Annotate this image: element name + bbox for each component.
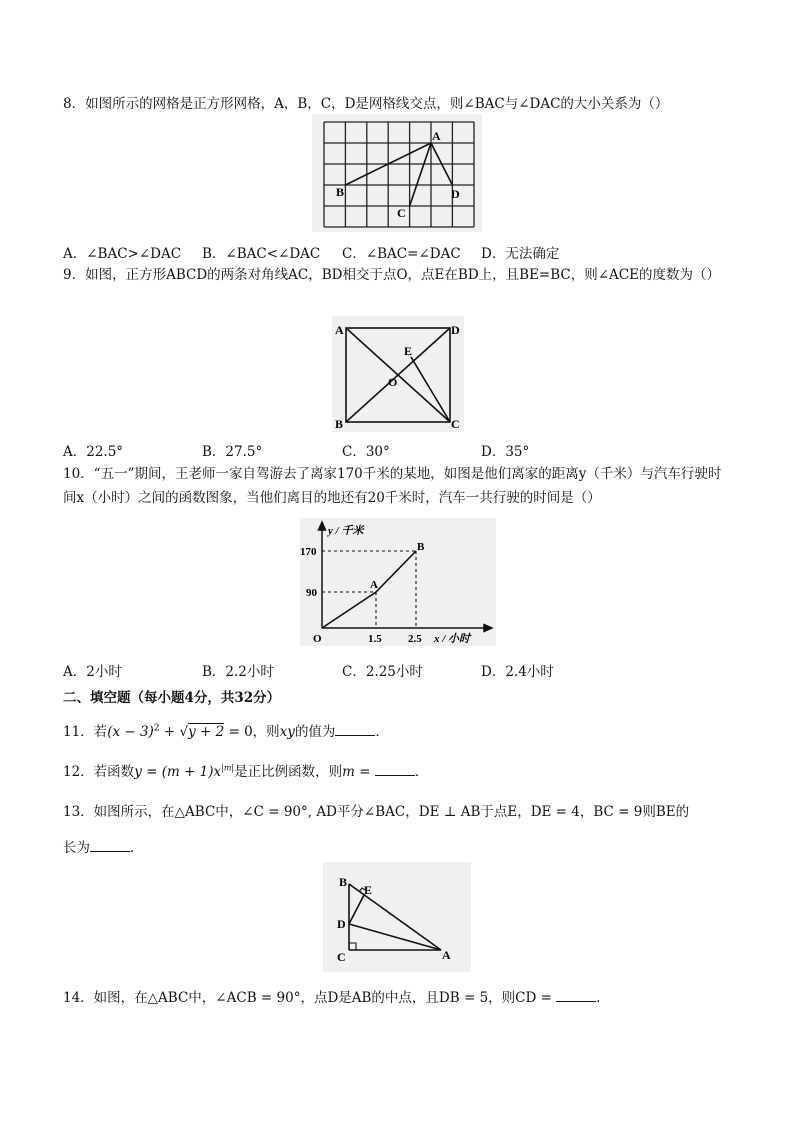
- q13-line2: [63, 836, 144, 856]
- q9-option-b: B．27.5°: [202, 444, 263, 460]
- q13-line2-prefix: 长为: [63, 840, 90, 856]
- q11-sqrt-sign: √: [179, 724, 189, 740]
- q13-line1: 13．如图所示，在△ABC中，∠C = 90°, AD平分∠BAC，DE ⊥ AB于点E，DE = 4，BC = 9则BE的: [63, 804, 690, 820]
- q11: [63, 720, 389, 740]
- q9-label-b: B: [335, 417, 344, 431]
- q10-point-b-label: B: [417, 541, 425, 553]
- q13-triangle-figure: [323, 862, 471, 972]
- q14-answer-blank[interactable]: [556, 989, 596, 1002]
- q13-label-c: C: [337, 950, 346, 964]
- q11-answer-blank[interactable]: [335, 723, 375, 736]
- q8-label-c: C: [397, 206, 406, 220]
- q10-y-axis-label: y / 千米: [328, 525, 364, 537]
- q10-y-tick-170: 170: [300, 546, 317, 558]
- q10-option-b: B．2.2小时: [202, 664, 274, 680]
- q8-grid-figure: [312, 114, 482, 232]
- q12: [63, 760, 428, 780]
- q11-square: 2: [153, 723, 160, 734]
- q11-end: ．: [375, 724, 389, 740]
- q12-end: ．: [414, 764, 429, 780]
- q11-suffix: 的值为: [294, 724, 336, 740]
- q8-label-a: A: [432, 129, 441, 143]
- q12-answer-blank[interactable]: [375, 763, 415, 776]
- q9-label-e: E: [404, 344, 413, 358]
- q13-label-d: D: [337, 917, 346, 931]
- q8-option-c: C．∠BAC=∠DAC: [342, 246, 461, 262]
- q8-label-b: B: [336, 185, 345, 199]
- q10-y-tick-90: 90: [306, 587, 317, 599]
- q9-option-a: A．22.5°: [63, 444, 124, 460]
- q10-origin-label: O: [313, 633, 322, 645]
- q9-option-c: C．30°: [342, 444, 390, 460]
- q11-prefix: 11．若: [63, 724, 108, 740]
- q13-label-b: B: [339, 875, 348, 889]
- q8-label-d: D: [451, 187, 460, 201]
- q8-option-a: A．∠BAC>∠DAC: [63, 246, 182, 262]
- section-2-title: 二、填空题（每小题4分，共32分）: [63, 690, 281, 706]
- q9-label-d: D: [451, 323, 460, 337]
- q10-stem: 10．“五一”期间，王老师一家自驾游去了离家170千米的某地，如图是他们离家的距离y（千米）与汽车行驶时间x（小时）之间的函数图象，当他们离目的地还有20千米时，汽车一共行驶的时间是（）: [63, 466, 722, 506]
- q9-label-o: O: [388, 375, 398, 389]
- q14-prefix: 14．如图，在△ABC中，∠ACB = 90°，点D是AB的中点，且DB = 5，则CD =: [63, 990, 557, 1006]
- q9-square-figure: [332, 316, 464, 432]
- q13-label-a: A: [442, 948, 451, 962]
- q10-option-d: D．2.4小时: [481, 664, 554, 680]
- q11-tail: = 0，则: [224, 724, 280, 740]
- q13-answer-blank[interactable]: [90, 839, 130, 852]
- q11-expr-a: (x − 3): [107, 724, 154, 740]
- q11-plus: +: [159, 724, 180, 740]
- q10-point-a-label: A: [370, 579, 378, 591]
- q8-option-b: B．∠BAC<∠DAC: [202, 246, 321, 262]
- q12-m: m =: [342, 764, 375, 780]
- q13-line2-end: ．: [130, 840, 144, 856]
- q12-suffix: 是正比例函数，则: [234, 764, 343, 780]
- q12-exponent: |m|: [221, 763, 235, 773]
- q10-graph-figure: [300, 518, 496, 646]
- q9-label-a: A: [335, 323, 344, 337]
- q10-option-c: C．2.25小时: [342, 664, 423, 680]
- q14-end: ．: [596, 990, 610, 1006]
- q9-stem: 9．如图，正方形ABCD的两条对角线AC，BD相交于点O，点E在BD上，且BE=BC，则∠ACE的度数为（）: [63, 267, 720, 283]
- q9-option-d: D．35°: [481, 444, 530, 460]
- q13-label-e: E: [364, 883, 373, 897]
- q10-option-a: A．2小时: [63, 664, 122, 680]
- q8-stem: 8．如图所示的网格是正方形网格，A，B，C，D是网格线交点，则∠BAC与∠DAC的大小关系为（）: [63, 96, 669, 112]
- q14: [63, 986, 610, 1006]
- q9-label-c: C: [451, 417, 460, 431]
- q11-xy: xy: [279, 724, 295, 740]
- q10-x-tick-2-5: 2.5: [408, 633, 422, 645]
- q10-x-tick-1-5: 1.5: [368, 633, 382, 645]
- q11-radicand: y + 2: [188, 724, 225, 740]
- q12-expr: y = (m + 1)x: [134, 764, 222, 780]
- q8-option-d: D．无法确定: [481, 246, 560, 262]
- q10-x-axis-label: x / 小时: [434, 633, 471, 645]
- q12-prefix: 12．若函数: [63, 764, 135, 780]
- q10-figure-bg: [300, 518, 496, 646]
